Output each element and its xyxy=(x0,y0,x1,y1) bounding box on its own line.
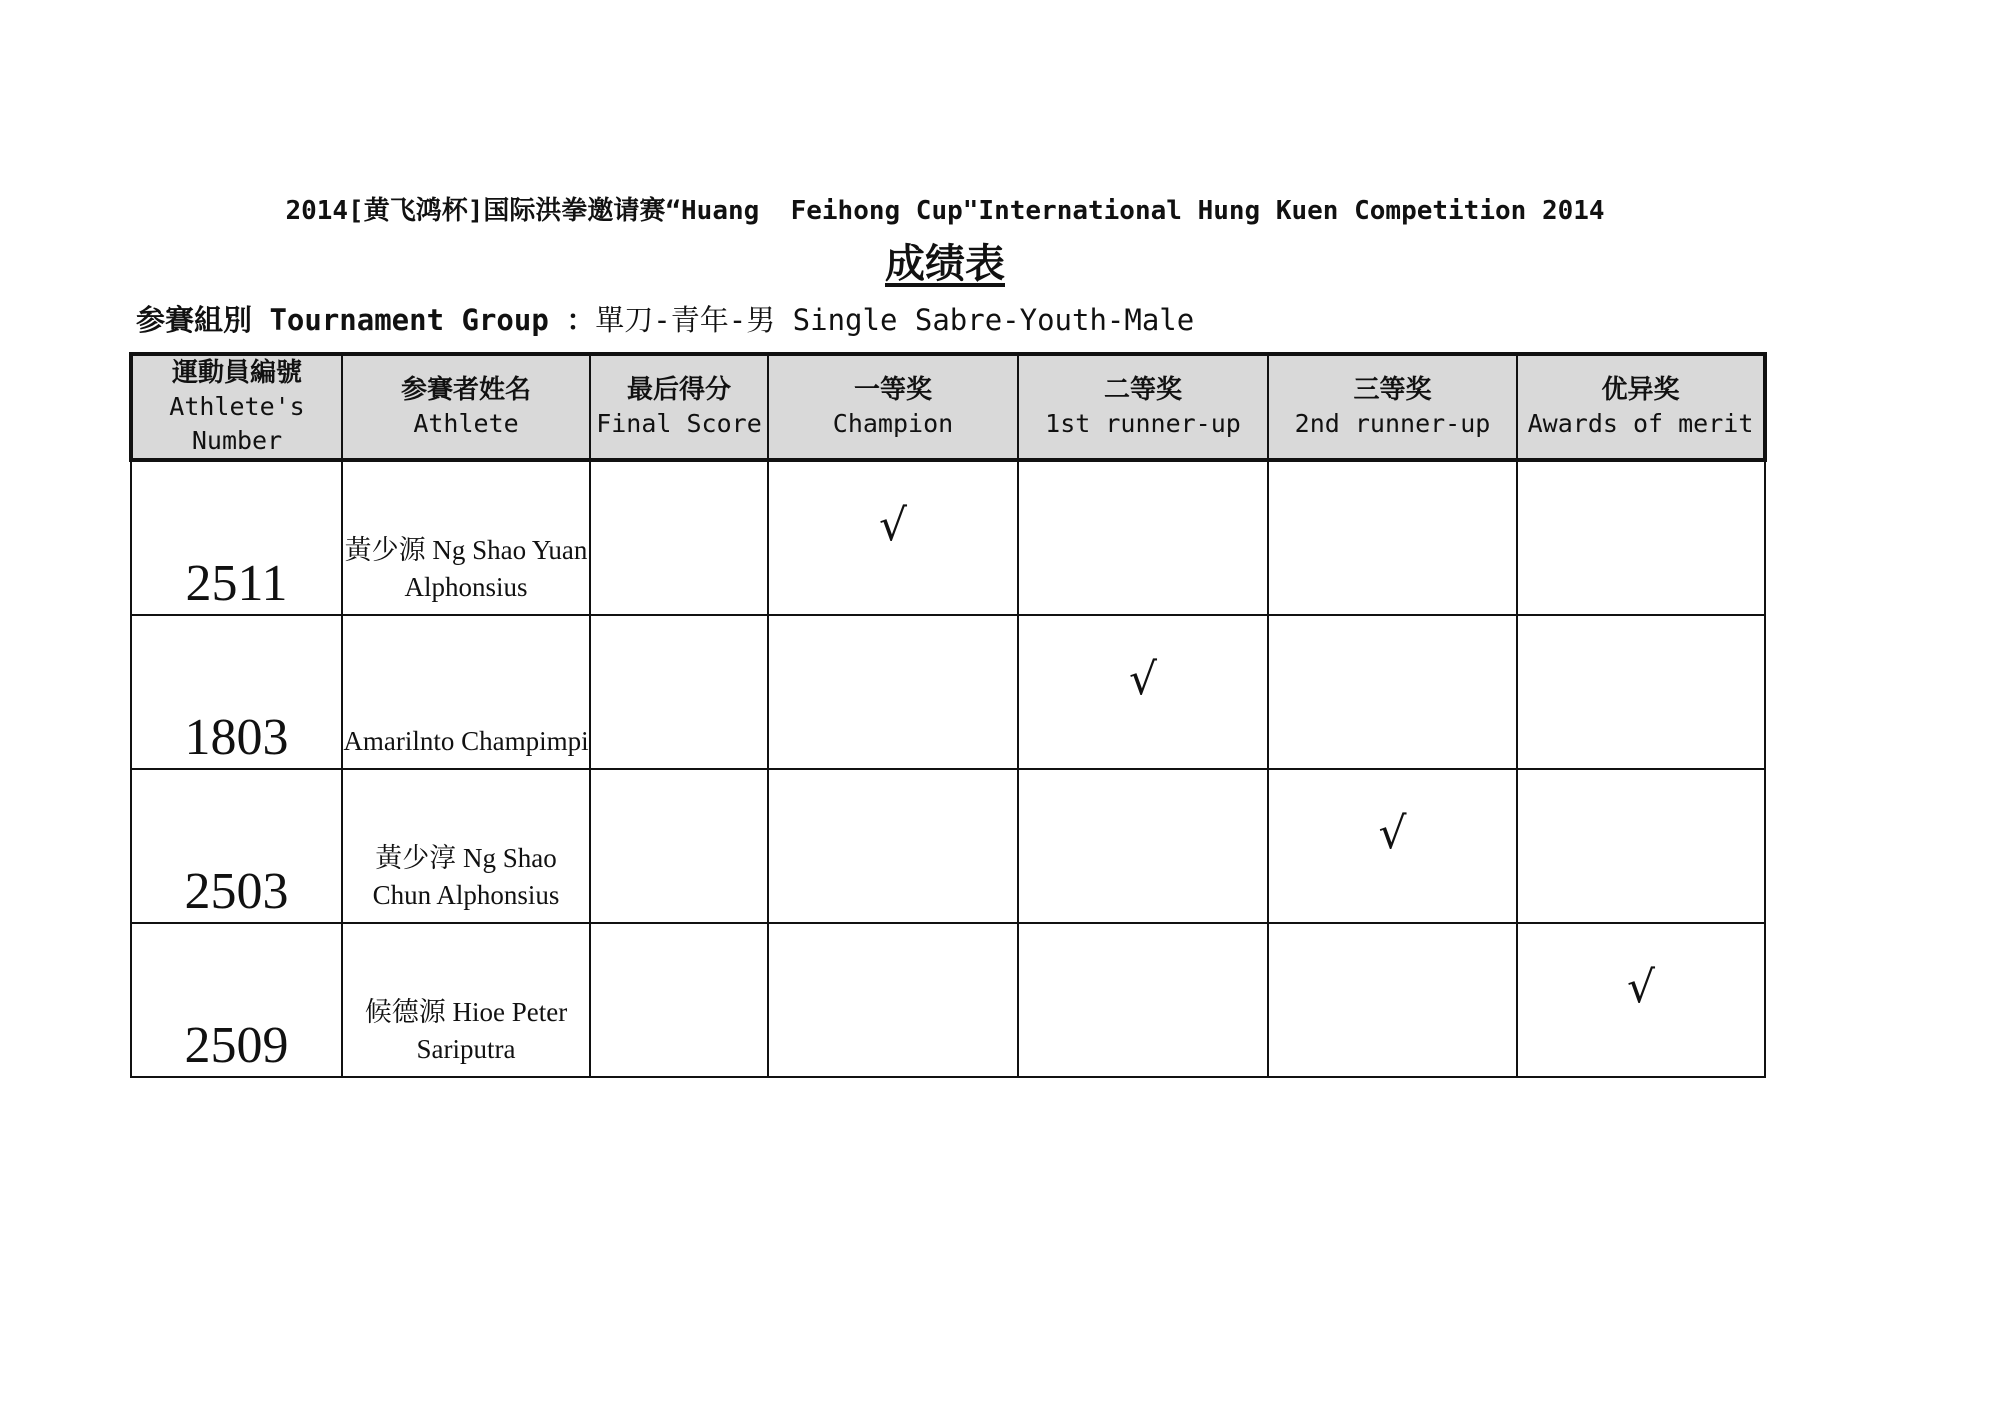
tournament-group-value: 單刀-青年-男 Single Sabre-Youth-Male xyxy=(595,303,1195,337)
second-runner-up-cell xyxy=(1268,460,1517,615)
column-header-en: 1st runner-up xyxy=(1045,409,1241,438)
column-header-champion xyxy=(768,354,1018,460)
first-runner-up-cell xyxy=(1018,615,1268,769)
column-header-zh: 优异奖 xyxy=(1601,375,1680,405)
merit-cell xyxy=(1517,923,1765,1077)
athlete-number-cell: 1803 xyxy=(131,615,342,769)
second-runner-up-cell xyxy=(1268,769,1517,923)
final-score-cell xyxy=(590,769,768,923)
column-header-athlete-number xyxy=(131,354,342,460)
merit-cell xyxy=(1517,460,1765,615)
champion-cell xyxy=(768,615,1018,769)
column-header-final-score xyxy=(590,354,768,460)
column-header-zh: 最后得分 xyxy=(626,375,731,405)
champion-cell xyxy=(768,460,1018,615)
column-header-awards-of-merit xyxy=(1517,354,1765,460)
table-row xyxy=(131,769,1765,923)
tournament-group-label: 参賽組別 Tournament Group ： xyxy=(136,303,596,337)
athlete-name-cell: 候德源 Hioe Peter Sariputra xyxy=(342,923,590,1077)
tournament-group-line xyxy=(136,298,1194,339)
column-header-athlete xyxy=(342,354,590,460)
champion-cell xyxy=(768,769,1018,923)
merit-cell xyxy=(1517,615,1765,769)
results-table-title: 成绩表 xyxy=(885,241,1005,287)
column-header-en: Awards of merit xyxy=(1527,409,1754,438)
table-row xyxy=(131,923,1765,1077)
athlete-name-cell: 黃少源 Ng Shao Yuan Alphonsius xyxy=(342,460,590,615)
check-mark-icon: √ xyxy=(1378,808,1407,859)
column-header-en: Athlete's Number xyxy=(169,392,305,455)
column-header-en: Athlete xyxy=(413,409,519,438)
athlete-number-cell: 2503 xyxy=(131,769,342,923)
table-row xyxy=(131,615,1765,769)
athlete-name-cell: 黃少淳 Ng Shao Chun Alphonsius xyxy=(342,769,590,923)
first-runner-up-cell xyxy=(1018,923,1268,1077)
table-row xyxy=(131,460,1765,615)
column-header-zh: 三等奖 xyxy=(1353,375,1432,405)
first-runner-up-cell xyxy=(1018,769,1268,923)
column-header-en: 2nd runner-up xyxy=(1294,409,1491,438)
table-header-row xyxy=(131,354,1765,460)
competition-title: 2014[黄飞鸿杯]国际洪拳邀请赛“Huang Feihong Cup"International Hung Kuen Competition 2014 xyxy=(285,196,1605,226)
final-score-cell xyxy=(590,615,768,769)
athlete-name-cell: Amarilnto Champimpi xyxy=(342,615,590,769)
column-header-zh: 運動員編號 xyxy=(171,358,302,388)
final-score-cell xyxy=(590,460,768,615)
second-runner-up-cell xyxy=(1268,923,1517,1077)
check-mark-icon: √ xyxy=(878,500,908,551)
first-runner-up-cell xyxy=(1018,460,1268,615)
final-score-cell xyxy=(590,923,768,1077)
athlete-number-cell: 2509 xyxy=(131,923,342,1077)
check-mark-icon: √ xyxy=(1128,654,1158,705)
column-header-zh: 一等奖 xyxy=(853,375,932,405)
column-header-en: Champion xyxy=(832,409,954,438)
column-header-zh: 二等奖 xyxy=(1103,375,1182,405)
column-header-zh: 参賽者姓名 xyxy=(400,375,531,405)
champion-cell xyxy=(768,923,1018,1077)
column-header-en: Final Score xyxy=(596,409,762,438)
column-header-first-runner-up xyxy=(1018,354,1268,460)
results-table xyxy=(129,352,1767,1078)
merit-cell xyxy=(1517,769,1765,923)
column-header-second-runner-up xyxy=(1268,354,1517,460)
check-mark-icon: √ xyxy=(1626,962,1656,1013)
athlete-number-cell: 2511 xyxy=(131,460,342,615)
second-runner-up-cell xyxy=(1268,615,1517,769)
